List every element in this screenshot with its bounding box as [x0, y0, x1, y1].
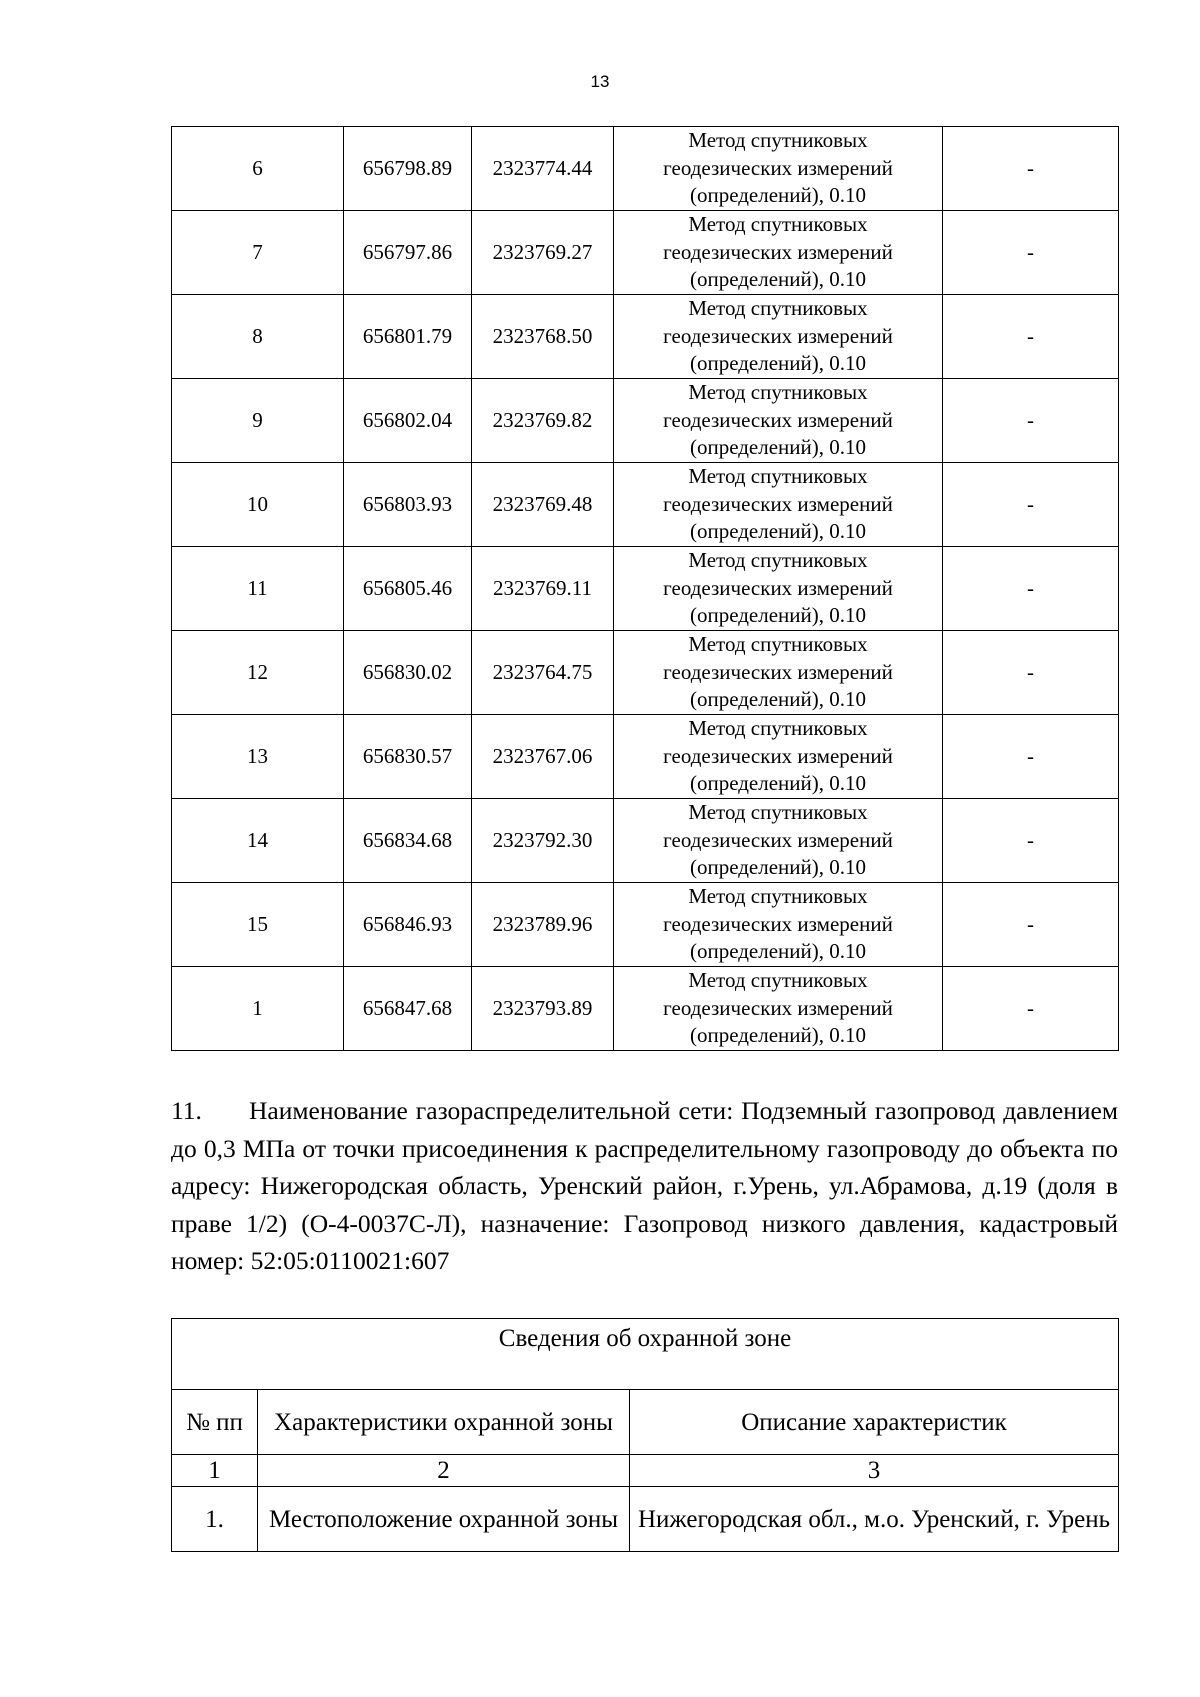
- coordinate-y: 2323769.48: [472, 463, 614, 547]
- coordinate-x: 656798.89: [344, 127, 472, 211]
- measurement-method: [614, 715, 943, 799]
- method-line: Метод спутниковых: [688, 296, 868, 321]
- table-row: [172, 715, 1119, 799]
- header-description: Описание характеристик: [630, 1390, 1119, 1455]
- table-row: [172, 379, 1119, 463]
- table-row: [172, 967, 1119, 1051]
- method-line: (определений), 0.10: [689, 939, 867, 964]
- method-line: (определений), 0.10: [689, 771, 867, 796]
- point-number: 10: [172, 463, 344, 547]
- protection-zone-table: [171, 1318, 1119, 1552]
- method-line: (определений), 0.10: [689, 603, 867, 628]
- table-row: [172, 463, 1119, 547]
- method-line: (определений), 0.10: [689, 855, 867, 880]
- method-line: геодезических измерений: [663, 491, 893, 516]
- point-number: 14: [172, 799, 344, 883]
- method-line: Метод спутниковых: [688, 464, 868, 489]
- coordinate-y: 2323769.11: [472, 547, 614, 631]
- table-row: [172, 547, 1119, 631]
- measurement-method: [614, 127, 943, 211]
- method-line: геодезических измерений: [663, 575, 893, 600]
- table-row: [172, 295, 1119, 379]
- coordinates-table: [171, 126, 1119, 1051]
- method-line: Метод спутниковых: [688, 968, 868, 993]
- point-number: 8: [172, 295, 344, 379]
- coordinate-y: 2323768.50: [472, 295, 614, 379]
- zone-table-caption: Сведения об охранной зоне: [172, 1319, 1119, 1390]
- point-number: 6: [172, 127, 344, 211]
- measurement-method: [614, 799, 943, 883]
- index-cell: 3: [630, 1455, 1119, 1487]
- table-row: [172, 1487, 1119, 1552]
- method-line: (определений), 0.10: [689, 267, 867, 292]
- method-line: (определений), 0.10: [689, 687, 867, 712]
- note-cell: -: [943, 211, 1119, 295]
- coordinate-y: 2323789.96: [472, 883, 614, 967]
- gas-network-description: [171, 1092, 1118, 1280]
- method-line: геодезических измерений: [663, 407, 893, 432]
- measurement-method: [614, 463, 943, 547]
- note-cell: -: [943, 379, 1119, 463]
- page-number: 13: [590, 72, 610, 91]
- coordinate-x: 656846.93: [344, 883, 472, 967]
- zone-characteristic: Местоположение охранной зоны: [258, 1487, 630, 1552]
- point-number: 7: [172, 211, 344, 295]
- method-line: Метод спутниковых: [688, 548, 868, 573]
- table-row: [172, 883, 1119, 967]
- note-cell: -: [943, 631, 1119, 715]
- note-cell: -: [943, 295, 1119, 379]
- method-line: Метод спутниковых: [688, 800, 868, 825]
- method-line: Метод спутниковых: [688, 884, 868, 909]
- method-line: (определений), 0.10: [689, 1023, 867, 1048]
- method-line: геодезических измерений: [663, 743, 893, 768]
- note-cell: -: [943, 715, 1119, 799]
- note-cell: -: [943, 547, 1119, 631]
- coordinate-y: 2323792.30: [472, 799, 614, 883]
- measurement-method: [614, 211, 943, 295]
- method-line: (определений), 0.10: [689, 351, 867, 376]
- coordinate-x: 656802.04: [344, 379, 472, 463]
- method-line: Метод спутниковых: [688, 632, 868, 657]
- header-number: № пп: [172, 1390, 258, 1455]
- method-line: геодезических измерений: [663, 659, 893, 684]
- point-number: 1: [172, 967, 344, 1051]
- method-line: геодезических измерений: [663, 911, 893, 936]
- method-line: геодезических измерений: [663, 239, 893, 264]
- table-row: [172, 127, 1119, 211]
- point-number: 9: [172, 379, 344, 463]
- method-line: геодезических измерений: [663, 155, 893, 180]
- measurement-method: [614, 883, 943, 967]
- section-text: Наименование газораспределительной сети: Подземный газопровод давлением до 0,3 МПа от точки присоединения к распределительному газопроводу до объекта по адресу: Нижегородская область, Уренский район, г.Урень, ул.Абрамова, д.19 (доля в праве 1/2) (О-4-0037С-Л), назначение: Газопровод низкого давления, кадастровый номер: 52:05:0110021:607: [171, 1096, 1118, 1275]
- coordinate-x: 656803.93: [344, 463, 472, 547]
- coordinate-y: 2323774.44: [472, 127, 614, 211]
- method-line: (определений), 0.10: [689, 519, 867, 544]
- method-line: Метод спутниковых: [688, 128, 868, 153]
- note-cell: -: [943, 967, 1119, 1051]
- table-row: [172, 211, 1119, 295]
- index-cell: 2: [258, 1455, 630, 1487]
- coordinate-x: 656847.68: [344, 967, 472, 1051]
- zone-table-header-row: [172, 1390, 1119, 1455]
- method-line: Метод спутниковых: [688, 380, 868, 405]
- coordinate-x: 656830.02: [344, 631, 472, 715]
- coordinate-x: 656797.86: [344, 211, 472, 295]
- method-line: геодезических измерений: [663, 995, 893, 1020]
- measurement-method: [614, 631, 943, 715]
- point-number: 15: [172, 883, 344, 967]
- method-line: геодезических измерений: [663, 827, 893, 852]
- index-cell: 1: [172, 1455, 258, 1487]
- measurement-method: [614, 295, 943, 379]
- measurement-method: [614, 379, 943, 463]
- method-line: Метод спутниковых: [688, 716, 868, 741]
- coordinate-y: 2323767.06: [472, 715, 614, 799]
- method-line: Метод спутниковых: [688, 212, 868, 237]
- table-row: [172, 631, 1119, 715]
- coordinate-y: 2323793.89: [472, 967, 614, 1051]
- coordinate-y: 2323764.75: [472, 631, 614, 715]
- point-number: 13: [172, 715, 344, 799]
- coordinate-x: 656830.57: [344, 715, 472, 799]
- measurement-method: [614, 547, 943, 631]
- zone-table-index-row: [172, 1455, 1119, 1487]
- note-cell: -: [943, 127, 1119, 211]
- measurement-method: [614, 967, 943, 1051]
- coordinate-y: 2323769.82: [472, 379, 614, 463]
- row-number: 1.: [172, 1487, 258, 1552]
- point-number: 12: [172, 631, 344, 715]
- zone-description: Нижегородская обл., м.о. Уренский, г. Урень: [630, 1487, 1119, 1552]
- section-number: 11.: [171, 1096, 202, 1125]
- coordinate-x: 656834.68: [344, 799, 472, 883]
- method-line: (определений), 0.10: [689, 435, 867, 460]
- note-cell: -: [943, 799, 1119, 883]
- note-cell: -: [943, 883, 1119, 967]
- note-cell: -: [943, 463, 1119, 547]
- coordinate-x: 656801.79: [344, 295, 472, 379]
- coordinate-y: 2323769.27: [472, 211, 614, 295]
- method-line: геодезических измерений: [663, 323, 893, 348]
- method-line: (определений), 0.10: [689, 183, 867, 208]
- point-number: 11: [172, 547, 344, 631]
- table-row: [172, 799, 1119, 883]
- header-characteristics: Характеристики охранной зоны: [258, 1390, 630, 1455]
- coordinate-x: 656805.46: [344, 547, 472, 631]
